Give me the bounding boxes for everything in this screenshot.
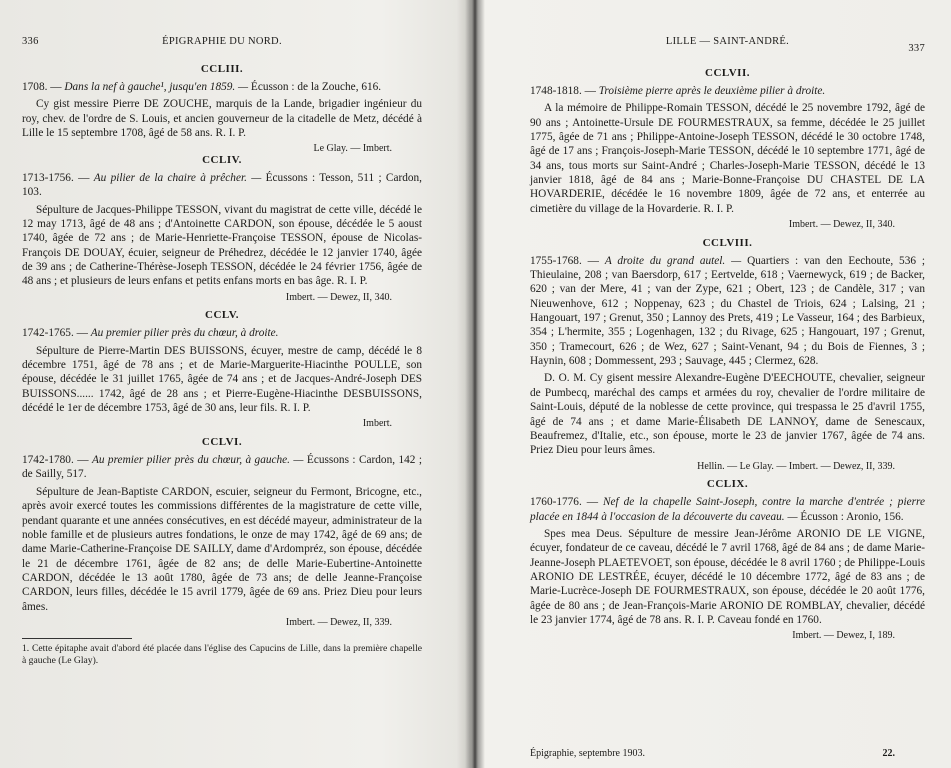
footnote: 1. Cette épitaphe avait d'abord été placée dans l'église des Capucins de Lille, dans la première chapelle à gauche (Le Glay). — [22, 642, 422, 666]
entry-source: Imbert. — [362, 418, 392, 430]
right-page — [530, 0, 925, 768]
entry-number: CCLV. — [205, 309, 239, 322]
entry-number: CCLIII. — [200, 63, 244, 75]
entry-source: Imbert. — Dewez, II, 339. — [285, 616, 392, 628]
signature-line: Épigraphie, septembre 1903. — [530, 748, 645, 759]
entry-text: D. O. M. Cy gisent messire Alexandre-Eugène D'EECHOUTE, chevalier, seigneur de Pumbecq, maréchal des camps et armées du roy, chevalier de l'ordre militaire de Saint-Louis, député de la noblesse de cette province, qui trespassa le 25 d'avril 1755, âgé de 74 ans ; et dame Marie-Élisabeth DE LANNOY, dame de Senescaux, Beaufremez, d'Italie, etc., son épouse, morte le 23 de janvier 1767, âgée de 74 ans. Priez Dieu pour leurs âmes. — [530, 372, 925, 457]
entry-source: Imbert. — Dewez, II, 340. — [285, 291, 392, 303]
entry-text: Sépulture de Jacques-Philippe TESSON, vivant du magistrat de cette ville, décédé le 12 may 1713, âgé de 48 ans ; d'Antoinette CARDON, son épouse, décédée le 5 aoust 1740, âgée de 72 ans ; de Marie-Henriette-Françoise TESSON, épouse de Nicolas-François DE DOUAY, écuier, seigneur de Préhedrez, décédée le 12 janvier 1740, âgée de 39 ans ; de Catherine-Thérèse-Joseph TESSON, décédée le 24 février 1756, âgée de 48 ans ; et plusieurs de leurs enfans et petits enfans morts en bas âge. R. I. P. — [22, 203, 422, 288]
footnote-rule — [22, 638, 132, 639]
left-page — [22, 0, 422, 768]
entry-number: CCLIX. — [706, 478, 749, 491]
entry-heading: 1748-1818. — Troisième pierre après le deuxième pilier à droite. — [530, 84, 826, 97]
right-body — [530, 62, 925, 645]
entry-number: CCLVIII. — [702, 236, 753, 249]
entry-text: Sépulture de Jean-Baptiste CARDON, escuier, seigneur du Fermont, Bricogne, etc., après avoir exercé toutes les commissions différentes de la magistrature de cette ville, pendant quarante et une années consécutives, en est décédé mayeur, administrateur de la noble famille et de plusieurs autres fondations, le onze de may 1742, âgé de 69 ans; de dame Marie-Catherine-Françoise DE SAILLY, dame d'Ardompréz, son épouse, décédée le 21 de décembre 1761, âgée de 82 ans; de delle Marie-Eubertine-Antoinette CARDON, décédée le 13 août 1780, âgée de 73 ans; de delle Jeanne-Françoise CARDON, leurs filles, décédée le 15 avril 1779, âgée de 69 ans. Priez Dieu pour leurs âmes. — [22, 485, 422, 613]
entry-heading: 1742-1780. — Au premier pilier près du chœur, à gauche. — Écussons : Cardon, 142 ; de Sailly, 517. — [22, 454, 422, 481]
entry-heading: 1708. — Dans la nef à gauche¹, jusqu'en 1859. — Écusson : de la Zouche, 616. — [22, 80, 382, 93]
entry-text: Spes mea Deus. Sépulture de messire Jean-Jérôme ARONIO DE LE VIGNE, écuyer, fondateur de ce caveau, décédé le 7 avril 1768, âgé de 84 ans ; de dame Marie-Jeanne-Joseph PLAETEVOET, son épouse, décédée le 8 avril 1760 ; de Philippe-Louis ARONIO DE LESTRÉE, écuyer, décédé le 10 décembre 1772, âgé de 83 ans ; de Marie-Lucrèce-Joseph DE FOURMESTRAUX, son épouse, décédée le 20 août 1776, âgée de 80 ans ; de Jean-François-Marie ARONIO DE ROMBLAY, chevalier, décédé le 23 janvier 1774, âgé de 78 ans. R. I. P. Caveau fondé en 1760. — [530, 527, 925, 626]
entry-source: Hellin. — Le Glay. — Imbert. — Dewez, II, 339. — [697, 460, 895, 472]
page-number-right: 337 — [908, 43, 925, 54]
entry-text: Sépulture de Pierre-Martin DES BUISSONS, écuyer, mestre de camp, décédé le 8 décembre 1751, âgé de 78 ans ; et de Marie-Marguerite-Hiacinthe POULLE, son épouse, décédée le 31 juillet 1765, âgée de 74 ans ; et de Jacques-André-Joseph DES BUISSONS...... 1742, âgé de 28 ans ; et Pierre-Eugène-Hiacinthe DESBUISSONS, décédé le 1er de décembre 1753, âgé de 30 ans, leur fils. R. I. P. — [22, 344, 422, 415]
entry-text: Cy gist messire Pierre DE ZOUCHE, marquis de la Lande, brigadier ingénieur du roy, chev. de l'ordre de S. Louis, et ancien gouverneur de la citadelle de Metz, décédé à Lille le 15 septembre 1708, âgé de 58 ans. R. I. P. — [22, 98, 422, 139]
entry-heading: 1742-1765. — Au premier pilier près du chœur, à droite. — [22, 327, 279, 340]
running-head-right — [530, 35, 925, 54]
entry-number: CCLIV. — [202, 154, 242, 167]
running-title-left: ÉPIGRAPHIE DU NORD. — [162, 36, 282, 47]
entry-heading: 1760-1776. — Nef de la chapelle Saint-Joseph, contre la marche d'entrée ; pierre placée en 1844 à l'occasion de la découverte du caveau. — Écusson : Aronio, 156. — [530, 496, 925, 523]
entry-number: CCLVI. — [201, 436, 243, 449]
running-head-left — [22, 35, 422, 51]
book-gutter — [465, 0, 485, 768]
left-body — [22, 58, 422, 667]
entry-heading: 1713-1756. — Au pilier de la chaire à prêcher. — Écussons : Tesson, 511 ; Cardon, 103. — [22, 172, 422, 199]
entry-number: CCLVII. — [705, 67, 750, 79]
running-title-right: LILLE — SAINT-ANDRÉ. — [665, 36, 790, 47]
entry-heading: 1755-1768. — A droite du grand autel. — Quartiers : van den Eechoute, 536 ; Thieulaine, 208 ; van Baersdorp, 617 ; Eertvelde, 618 ; Vaernewyck, 619 ; de Backer, 620 ; van der Mere, 41 ; van der Zype, 621 ; Obert, 123 ; de Candèle, 317 ; van Nieuwenhove, 612 ; Noppenay, 623 ; du Chastel de Triois, 624 ; Lalsing, 21 ; Hangouart, 197 ; Grenut, 350 ; Lannoy des Prets, 419 ; Le Vasseur, 164 ; des Barbieux, 354 ; L'hermite, 355 ; Logenhagen, 132 ; du Rivage, 625 ; Hangouart, 197 ; Grenut, 350 ; Tramecourt, 626 ; de Wez, 627 ; Saint-Venant, 94 ; du Bois de Fiennes, 3 ; Haynin, 608 ; Dommessent, 293 ; Sauvage, 445 ; Clermez, 628. — [530, 254, 925, 368]
entry-source: Imbert. — Dewez, I, 189. — [792, 630, 895, 642]
entry-text: A la mémoire de Philippe-Romain TESSON, décédé le 25 novembre 1792, âgé de 90 ans ; Antoinette-Ursule DE FOURMESTRAUX, sa femme, décédée le 25 juillet 1775, âgée de 71 ans ; Philippe-Antoine-Joseph TESSON, décédé le 30 octobre 1748, âgé de 17 ans ; François-Joseph-Marie TESSON, décédé le 10 septembre 1771, âgé de 34 ans, tous morts sur Saint-André ; Charles-Joseph-Marie TESSON, décédé le 13 janvier 1818, âgé de 84 ans ; Marie-Bonne-Françoise DU CHASTEL DE LA HOVARDERIE, décédée le 16 novembre 1809, âgée de 72 ans, et enterrée au cimetière du village de la Hovarderie. R. I. P. — [530, 102, 925, 215]
entry-source: Le Glay. — Imbert. — [313, 143, 392, 155]
entry-source: Imbert. — Dewez, II, 340. — [788, 219, 895, 231]
signature-mark: 22. — [882, 748, 895, 759]
page-number-left: 336 — [22, 36, 39, 47]
